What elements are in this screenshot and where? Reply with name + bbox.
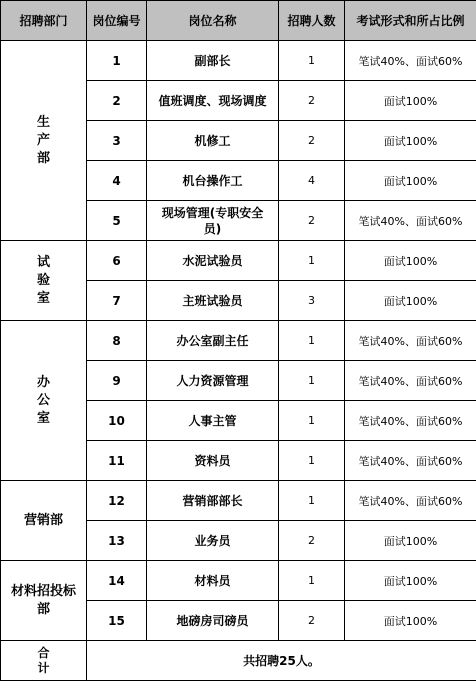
position-no: 7	[87, 281, 147, 321]
headcount: 2	[279, 81, 345, 121]
department-cell-lab: 试 验 室	[1, 241, 87, 321]
table-row	[1, 481, 476, 521]
exam-format: 面试100%	[345, 281, 476, 321]
table-row	[1, 321, 476, 361]
headcount: 3	[279, 281, 345, 321]
headcount: 2	[279, 521, 345, 561]
header-position-no: 岗位编号	[87, 1, 147, 41]
headcount: 1	[279, 481, 345, 521]
headcount: 1	[279, 361, 345, 401]
position-no: 4	[87, 161, 147, 201]
header-count: 招聘人数	[279, 1, 345, 41]
exam-format: 面试100%	[345, 601, 476, 641]
headcount: 2	[279, 601, 345, 641]
header-exam: 考试形式和所占比例	[345, 1, 476, 41]
position-name: 值班调度、现场调度	[147, 81, 279, 121]
position-name: 水泥试验员	[147, 241, 279, 281]
department-cell-marketing: 营销部	[1, 481, 87, 561]
position-no: 1	[87, 41, 147, 81]
table-row	[1, 41, 476, 81]
department-cell-office: 办 公 室	[1, 321, 87, 481]
exam-format: 笔试40%、面试60%	[345, 321, 476, 361]
position-no: 5	[87, 201, 147, 241]
header-position-name: 岗位名称	[147, 1, 279, 41]
exam-format: 面试100%	[345, 161, 476, 201]
headcount: 1	[279, 241, 345, 281]
exam-format: 笔试40%、面试60%	[345, 481, 476, 521]
headcount: 1	[279, 561, 345, 601]
headcount: 1	[279, 401, 345, 441]
position-name: 人力资源管理	[147, 361, 279, 401]
position-no: 15	[87, 601, 147, 641]
exam-format: 面试100%	[345, 121, 476, 161]
exam-format: 笔试40%、面试60%	[345, 201, 476, 241]
position-name: 机修工	[147, 121, 279, 161]
exam-format: 面试100%	[345, 521, 476, 561]
exam-format: 面试100%	[345, 561, 476, 601]
headcount: 1	[279, 321, 345, 361]
position-name: 营销部部长	[147, 481, 279, 521]
position-name: 机台操作工	[147, 161, 279, 201]
exam-format: 面试100%	[345, 81, 476, 121]
position-no: 9	[87, 361, 147, 401]
position-name: 副部长	[147, 41, 279, 81]
position-no: 8	[87, 321, 147, 361]
position-no: 6	[87, 241, 147, 281]
position-name: 人事主管	[147, 401, 279, 441]
exam-format: 笔试40%、面试60%	[345, 441, 476, 481]
position-no: 14	[87, 561, 147, 601]
position-name: 现场管理(专职安全 员)	[147, 201, 279, 241]
table-row	[1, 241, 476, 281]
position-no: 3	[87, 121, 147, 161]
exam-format: 面试100%	[345, 241, 476, 281]
position-no: 12	[87, 481, 147, 521]
position-name: 办公室副主任	[147, 321, 279, 361]
exam-format: 笔试40%、面试60%	[345, 401, 476, 441]
position-name: 业务员	[147, 521, 279, 561]
headcount: 1	[279, 441, 345, 481]
department-cell-materials: 材料招投标 部	[1, 561, 87, 641]
position-no: 10	[87, 401, 147, 441]
headcount: 4	[279, 161, 345, 201]
position-no: 13	[87, 521, 147, 561]
department-cell-production: 生 产 部	[1, 41, 87, 241]
total-row	[1, 641, 476, 681]
position-name: 资料员	[147, 441, 279, 481]
header-row	[1, 1, 476, 41]
position-name: 主班试验员	[147, 281, 279, 321]
exam-format: 笔试40%、面试60%	[345, 361, 476, 401]
position-no: 11	[87, 441, 147, 481]
total-summary: 共招聘25人。	[87, 641, 476, 681]
table-row	[1, 561, 476, 601]
position-name: 材料员	[147, 561, 279, 601]
position-name: 地磅房司磅员	[147, 601, 279, 641]
header-department: 招聘部门	[1, 1, 87, 41]
total-label: 合 计	[1, 641, 87, 681]
position-no: 2	[87, 81, 147, 121]
headcount: 2	[279, 121, 345, 161]
headcount: 1	[279, 41, 345, 81]
exam-format: 笔试40%、面试60%	[345, 41, 476, 81]
headcount: 2	[279, 201, 345, 241]
